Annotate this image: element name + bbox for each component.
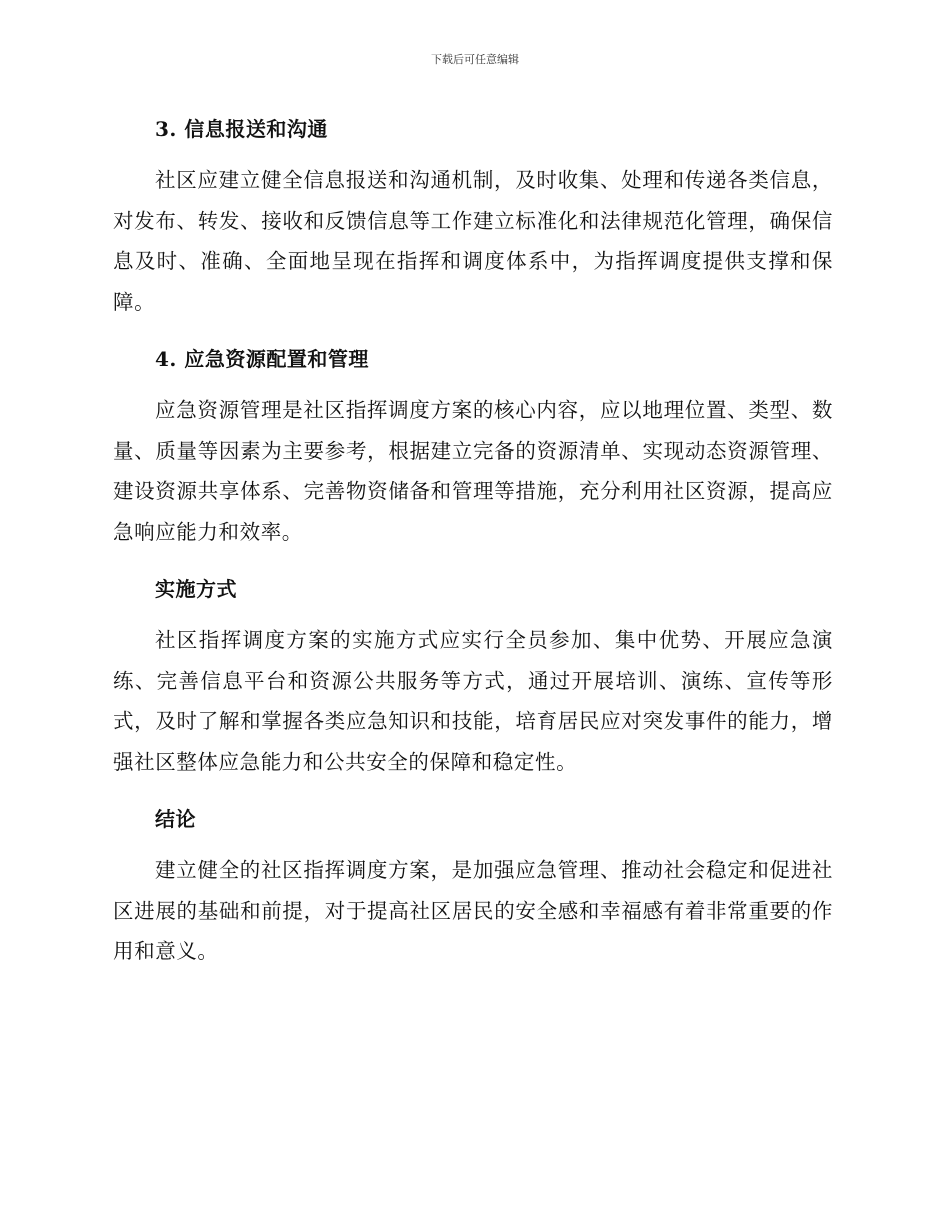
section-paragraph-conclusion: 建立健全的社区指挥调度方案，是加强应急管理、推动社会稳定和促进社区进展的基础和前提，对于提高社区居民的安全感和幸福感有着非常重要的作用和意义。 — [113, 858, 833, 963]
section-heading-implementation: 实施方式 — [155, 577, 237, 601]
section-paragraph-implementation: 社区指挥调度方案的实施方式应实行全员参加、集中优势、开展应急演练、完善信息平台和资源公共服务等方式，通过开展培训、演练、宣传等形式，及时了解和掌握各类应急知识和技能，培育居民应对突发事件的能力，增强社区整体应急能力和公共安全的保障和稳定性。 — [113, 628, 833, 774]
page-header-note: 下载后可任意编辑 — [431, 53, 519, 66]
section-paragraph-resource-management: 应急资源管理是社区指挥调度方案的核心内容，应以地理位置、类型、数量、质量等因素为主要参考，根据建立完备的资源清单、实现动态资源管理、建设资源共享体系、完善物资储备和管理等措施，充分利用社区资源，提高应急响应能力和效率。 — [113, 398, 833, 544]
section-heading-conclusion: 结论 — [155, 807, 196, 831]
section-heading-info-reporting: 3. 信息报送和沟通 — [155, 117, 328, 141]
section-heading-resource-management: 4. 应急资源配置和管理 — [155, 347, 369, 371]
document-body — [113, 110, 833, 972]
section-paragraph-info-reporting: 社区应建立健全信息报送和沟通机制，及时收集、处理和传递各类信息，对发布、转发、接收和反馈信息等工作建立标准化和法律规范化管理，确保信息及时、准确、全面地呈现在指挥和调度体系中，为指挥调度提供支撑和保障。 — [113, 168, 833, 314]
